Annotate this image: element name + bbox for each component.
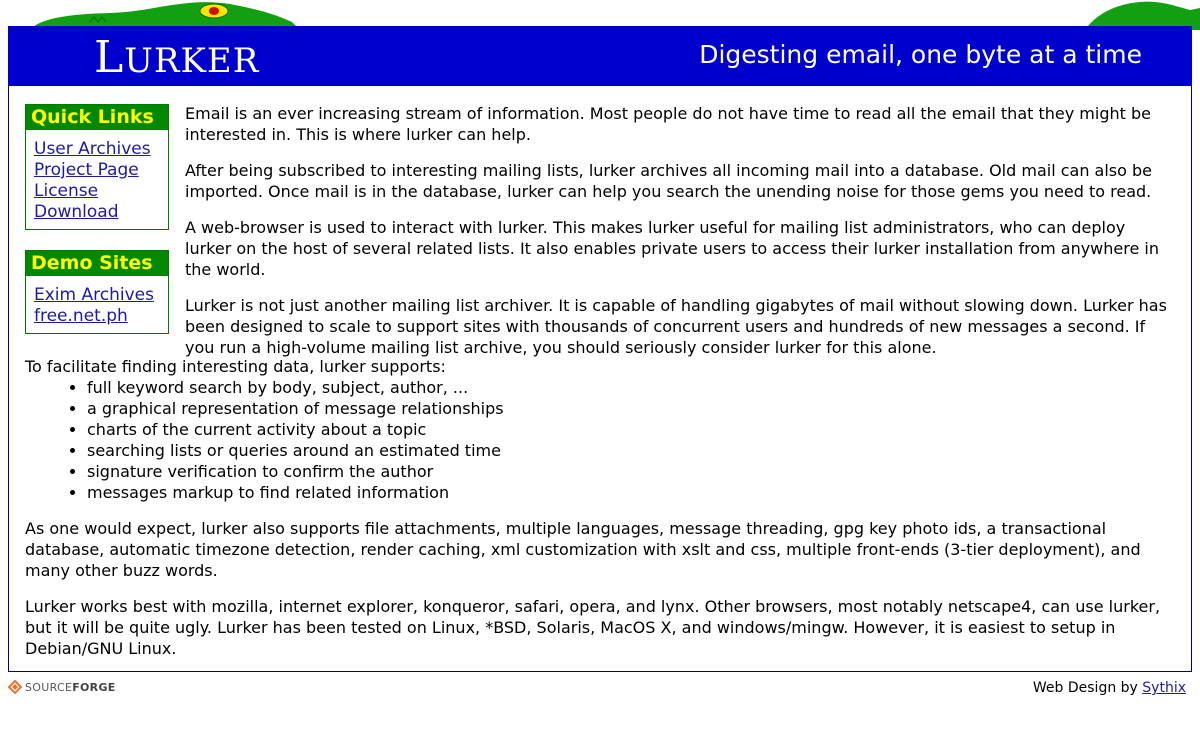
logo-initial: L: [94, 32, 125, 83]
link-free-net-ph[interactable]: free.net.ph: [34, 306, 128, 326]
link-download[interactable]: Download: [34, 202, 119, 222]
main-content: [8, 86, 1192, 672]
sourceforge-source: SOURCE: [25, 680, 73, 694]
link-exim-archives[interactable]: Exim Archives: [34, 285, 154, 305]
closing-paragraph: Lurker works best with mozilla, internet explorer, konqueror, safari, opera, and lynx. Other browsers, most notably netscape4, can use lurker, but it will be quite ugly. Lurker has been tested on Linux, *BSD, Solaris, MacOS X, and windows/mingw. However, it is easiest to setup in Debian/GNU Linux.: [25, 597, 1161, 658]
feature-item: • charts of the current activity about a topic: [87, 419, 1175, 440]
lurker-logo[interactable]: [94, 32, 259, 83]
sourceforge-icon: [8, 680, 22, 694]
demo-sites-title: Demo Sites: [26, 251, 168, 276]
intro-paragraph: A web-browser is used to interact with lurker. This makes lurker useful for mailing list administrators, who can deploy lurker on the host of several related lists. It also enables private users to access their lurker installation from anywhere in the world.: [185, 218, 1159, 279]
sourceforge-logo[interactable]: [8, 680, 116, 694]
feature-item: • a graphical representation of message relationships: [87, 398, 1175, 419]
logo-rest: URKER: [124, 41, 260, 81]
features-lead: To facilitate finding interesting data, lurker supports:: [25, 357, 446, 376]
closing-paragraph: As one would expect, lurker also supports file attachments, multiple languages, message threading, gpg key photo ids, a transactional database, automatic timezone detection, render caching, xml customization with xslt and css, multiple front-ends (3-tier deployment), and many other buzz words.: [25, 519, 1141, 580]
intro-text: [185, 103, 1175, 373]
intro-paragraph: After being subscribed to interesting mailing lists, lurker archives all incoming mail into a database. Old mail can also be imported. Once mail is in the database, lurker can help you search the unending noise for those gems you need to read.: [185, 161, 1153, 201]
lower-text: [25, 356, 1175, 674]
quick-links-title: Quick Links: [26, 105, 168, 130]
sourceforge-forge: FORGE: [72, 680, 116, 694]
feature-item: • searching lists or queries around an estimated time: [87, 440, 1175, 461]
link-sythix[interactable]: Sythix: [1142, 680, 1186, 696]
web-design-credit: [1033, 680, 1186, 696]
intro-paragraph: Lurker is not just another mailing list archiver. It is capable of handling gigabytes of mail without slowing down. Lurker has been designed to scale to support sites with thousands of concurrent users and hundreds of new messages a second. If you run a high-volume mailing list archive, you should seriously consider lurker for this alone.: [185, 296, 1167, 357]
credit-prefix: Web Design by: [1032, 680, 1138, 696]
feature-item: • signature verification to confirm the author: [87, 461, 1175, 482]
link-project-page[interactable]: Project Page: [34, 160, 139, 180]
site-header: [8, 26, 1192, 86]
feature-list: [25, 377, 1175, 503]
quick-links-list: [34, 139, 168, 223]
feature-item: • full keyword search by body, subject, author, ...: [87, 377, 1175, 398]
link-license[interactable]: License: [34, 181, 99, 201]
demo-sites-box: [25, 250, 169, 334]
site-tagline: Digesting email, one byte at a time: [699, 40, 1142, 69]
demo-sites-list: [34, 285, 168, 327]
quick-links-box: [25, 104, 169, 230]
intro-paragraph: Email is an ever increasing stream of information. Most people do not have time to read all the email that they might be interested in. This is where lurker can help.: [185, 104, 1151, 144]
feature-item: • messages markup to find related information: [87, 482, 1175, 503]
link-user-archives[interactable]: User Archives: [34, 139, 151, 159]
